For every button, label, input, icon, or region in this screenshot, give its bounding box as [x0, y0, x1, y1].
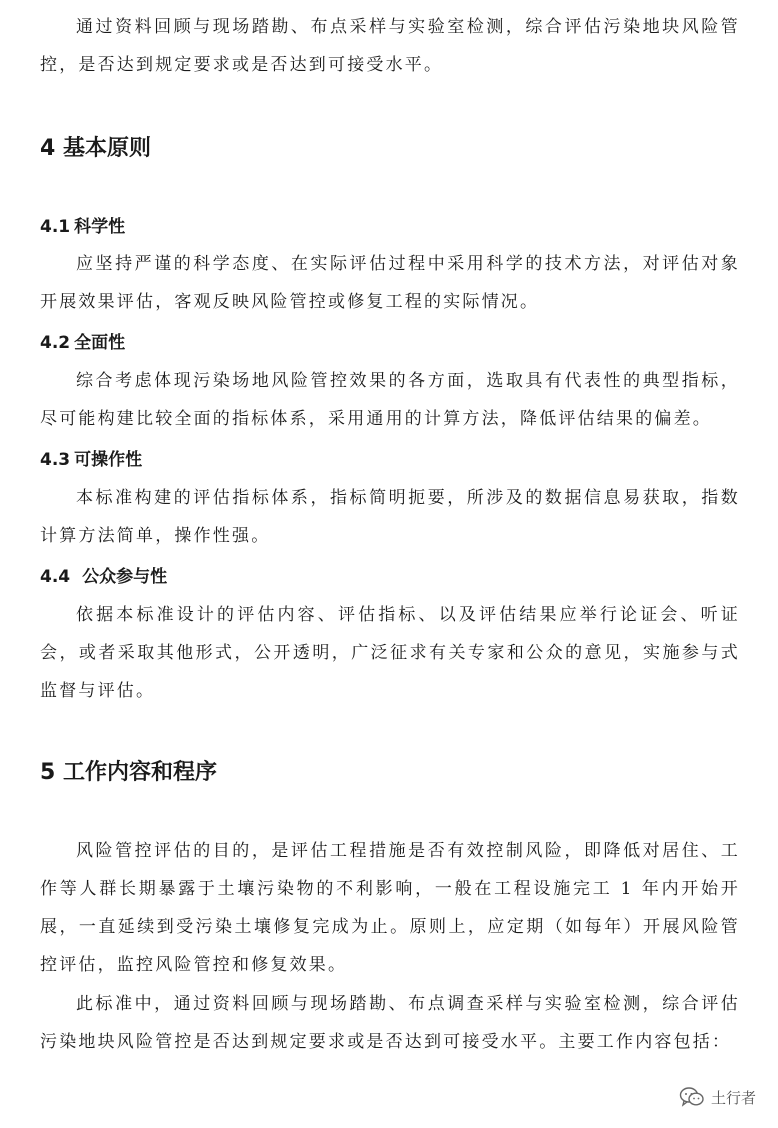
subsection-paragraph-4-2: 综合考虑体现污染场地风险管控效果的各方面，选取具有代表性的典型指标，尽可能构建比较全面的指标体系，采用通用的计算方法，降低评估结果的偏差。 [40, 371, 740, 429]
wechat-icon [679, 1086, 705, 1108]
subsection-paragraph-4-1: 应坚持严谨的科学态度、在实际评估过程中采用科学的技术方法，对评估对象开展效果评估，客观反映风险管控或修复工程的实际情况。 [40, 254, 740, 312]
section-number: 5 [40, 760, 56, 785]
subsection-heading-4-4 [40, 564, 167, 590]
watermark [679, 1086, 756, 1108]
intro-paragraph: 通过资料回顾与现场踏勘、布点采样与实验室检测，综合评估污染地块风险管控，是否达到规定要求或是否达到可接受水平。 [40, 17, 740, 75]
subsection-number: 4.1 [40, 217, 71, 237]
subsection-heading-4-2 [40, 330, 125, 356]
section-5-paragraph-2: 此标准中，通过资料回顾与现场踏勘、布点调查采样与实验室检测，综合评估污染地块风险管控是否达到规定要求或是否达到可接受水平。主要工作内容包括： [40, 994, 740, 1052]
subsection-heading-4-1 [40, 214, 125, 240]
subsection-paragraph-4-4: 依据本标准设计的评估内容、评估指标、以及评估结果应举行论证会、听证会，或者采取其他形式，公开透明，广泛征求有关专家和公众的意见，实施参与式监督与评估。 [40, 605, 740, 701]
subsection-title: 全面性 [74, 333, 126, 353]
subsection-title: 可操作性 [74, 450, 143, 470]
subsection-title: 公众参与性 [82, 567, 168, 587]
section-4-heading [40, 134, 151, 164]
subsection-number: 4.3 [40, 450, 71, 470]
subsection-number: 4.2 [40, 333, 71, 353]
document-page [40, 0, 740, 1128]
subsection-title: 科学性 [74, 217, 126, 237]
subsection-paragraph-4-3: 本标准构建的评估指标体系，指标简明扼要，所涉及的数据信息易获取，指数计算方法简单，操作性强。 [40, 488, 740, 546]
subsection-number: 4.4 [40, 567, 71, 587]
section-number: 4 [40, 136, 56, 161]
section-title: 基本原则 [62, 136, 151, 161]
section-5-heading [40, 758, 217, 788]
watermark-text: 土行者 [710, 1088, 756, 1107]
section-5-paragraph-1: 风险管控评估的目的，是评估工程措施是否有效控制风险，即降低对居住、工作等人群长期暴露于土壤污染物的不利影响，一般在工程设施完工 1 年内开始开展，一直延续到受污染土壤修复完成为止。原则上，应定期（如每年）开展风险管控评估，监控风险管控和修复效果。 [40, 841, 740, 975]
section-title: 工作内容和程序 [62, 760, 217, 785]
subsection-heading-4-3 [40, 447, 142, 473]
